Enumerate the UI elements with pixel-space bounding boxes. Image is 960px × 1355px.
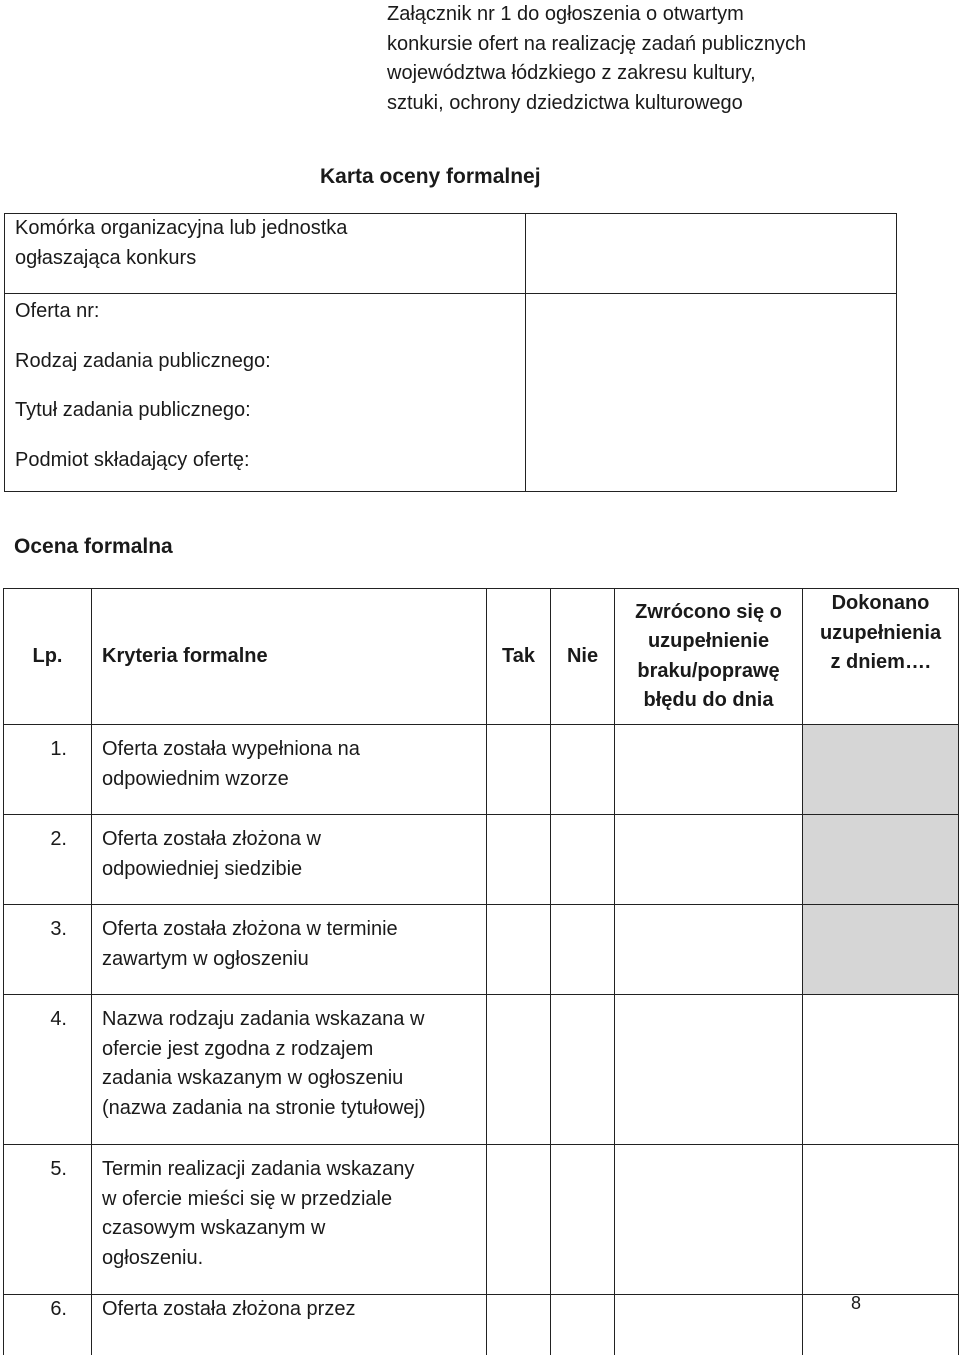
row-criterion (92, 995, 487, 1145)
table-row (4, 725, 959, 815)
header-criteria: Kryteria formalne (92, 589, 487, 725)
offer-labels-cell (5, 294, 526, 492)
table-row (4, 1145, 959, 1295)
row-number: 6. (4, 1295, 92, 1355)
header-returned-line: braku/poprawę (615, 657, 802, 687)
task-title-label: Tytuł zadania publicznego: (15, 396, 515, 426)
header-completed-line: z dniem…. (803, 648, 958, 678)
table-row (4, 995, 959, 1145)
page-number: 8 (851, 1293, 861, 1314)
returned-date-cell[interactable] (615, 1295, 803, 1355)
criterion-line: zawartym w ogłoszeniu (102, 945, 478, 975)
header-no: Nie (551, 589, 615, 725)
criterion-line: w ofercie mieści się w przedziale (102, 1185, 478, 1215)
offer-number-label: Oferta nr: (15, 297, 515, 327)
criterion-line: (nazwa zadania na stronie tytułowej) (102, 1094, 478, 1124)
unit-label-cell (5, 214, 526, 294)
yes-cell[interactable] (487, 905, 551, 995)
annex-line: sztuki, ochrony dziedzictwa kulturowego (387, 89, 947, 119)
header-completed-line: Dokonano (803, 589, 958, 619)
returned-date-cell[interactable] (615, 815, 803, 905)
completed-date-cell-shaded (803, 725, 959, 815)
yes-cell[interactable] (487, 815, 551, 905)
criterion-line: odpowiedniej siedzibie (102, 855, 478, 885)
criterion-line: ogłoszeniu. (102, 1244, 478, 1274)
row-criterion (92, 815, 487, 905)
completed-date-cell-shaded (803, 905, 959, 995)
no-cell[interactable] (551, 905, 615, 995)
table-row (4, 1295, 959, 1355)
returned-date-cell[interactable] (615, 905, 803, 995)
returned-date-cell[interactable] (615, 995, 803, 1145)
criterion-line: zadania wskazanym w ogłoszeniu (102, 1064, 478, 1094)
criterion-line: ofercie jest zgodna z rodzajem (102, 1035, 478, 1065)
unit-label-line1: Komórka organizacyjna lub jednostka (15, 214, 515, 244)
section-title: Ocena formalna (14, 535, 173, 559)
returned-date-cell[interactable] (615, 725, 803, 815)
no-cell[interactable] (551, 1145, 615, 1295)
completed-date-cell[interactable] (803, 995, 959, 1145)
criterion-line: odpowiednim wzorze (102, 765, 478, 795)
annex-line: Załącznik nr 1 do ogłoszenia o otwartym (387, 0, 947, 30)
annex-line: województwa łódzkiego z zakresu kultury, (387, 59, 947, 89)
no-cell[interactable] (551, 725, 615, 815)
completed-date-cell[interactable] (803, 1295, 959, 1355)
criteria-header-row (4, 589, 959, 725)
returned-date-cell[interactable] (615, 1145, 803, 1295)
header-returned-line: uzupełnienie (615, 627, 802, 657)
task-type-label: Rodzaj zadania publicznego: (15, 347, 515, 377)
unit-label-line2: ogłaszająca konkurs (15, 244, 515, 274)
row-criterion (92, 725, 487, 815)
table-row (4, 905, 959, 995)
unit-value-field[interactable] (526, 214, 897, 294)
row-criterion (92, 1145, 487, 1295)
offer-values-field[interactable] (526, 294, 897, 492)
completed-date-cell[interactable] (803, 1145, 959, 1295)
no-cell[interactable] (551, 1295, 615, 1355)
row-criterion (92, 1295, 487, 1355)
criteria-table (3, 588, 959, 1355)
yes-cell[interactable] (487, 1295, 551, 1355)
annex-line: konkursie ofert na realizację zadań publicznych (387, 30, 947, 60)
table-row (4, 815, 959, 905)
submitter-label: Podmiot składający ofertę: (15, 446, 515, 476)
yes-cell[interactable] (487, 725, 551, 815)
criterion-line: Nazwa rodzaju zadania wskazana w (102, 1005, 478, 1035)
header-completed-line: uzupełnienia (803, 619, 958, 649)
header-returned-line: błędu do dnia (615, 686, 802, 716)
criterion-line: Termin realizacji zadania wskazany (102, 1155, 478, 1185)
criterion-line: Oferta została wypełniona na (102, 735, 478, 765)
header-yes: Tak (487, 589, 551, 725)
yes-cell[interactable] (487, 995, 551, 1145)
row-number: 1. (4, 725, 92, 815)
header-returned-line: Zwrócono się o (615, 598, 802, 628)
no-cell[interactable] (551, 995, 615, 1145)
no-cell[interactable] (551, 815, 615, 905)
row-number: 2. (4, 815, 92, 905)
card-title: Karta oceny formalnej (320, 165, 541, 189)
info-table (4, 213, 897, 492)
criterion-line: Oferta została złożona w terminie (102, 915, 478, 945)
criterion-line: Oferta została złożona przez (102, 1295, 478, 1325)
criterion-line: czasowym wskazanym w (102, 1214, 478, 1244)
row-number: 4. (4, 995, 92, 1145)
header-returned (615, 589, 803, 725)
header-lp: Lp. (4, 589, 92, 725)
completed-date-cell-shaded (803, 815, 959, 905)
annex-header (387, 0, 947, 118)
header-completed (803, 589, 959, 725)
criterion-line: Oferta została złożona w (102, 825, 478, 855)
row-number: 3. (4, 905, 92, 995)
yes-cell[interactable] (487, 1145, 551, 1295)
row-number: 5. (4, 1145, 92, 1295)
row-criterion (92, 905, 487, 995)
